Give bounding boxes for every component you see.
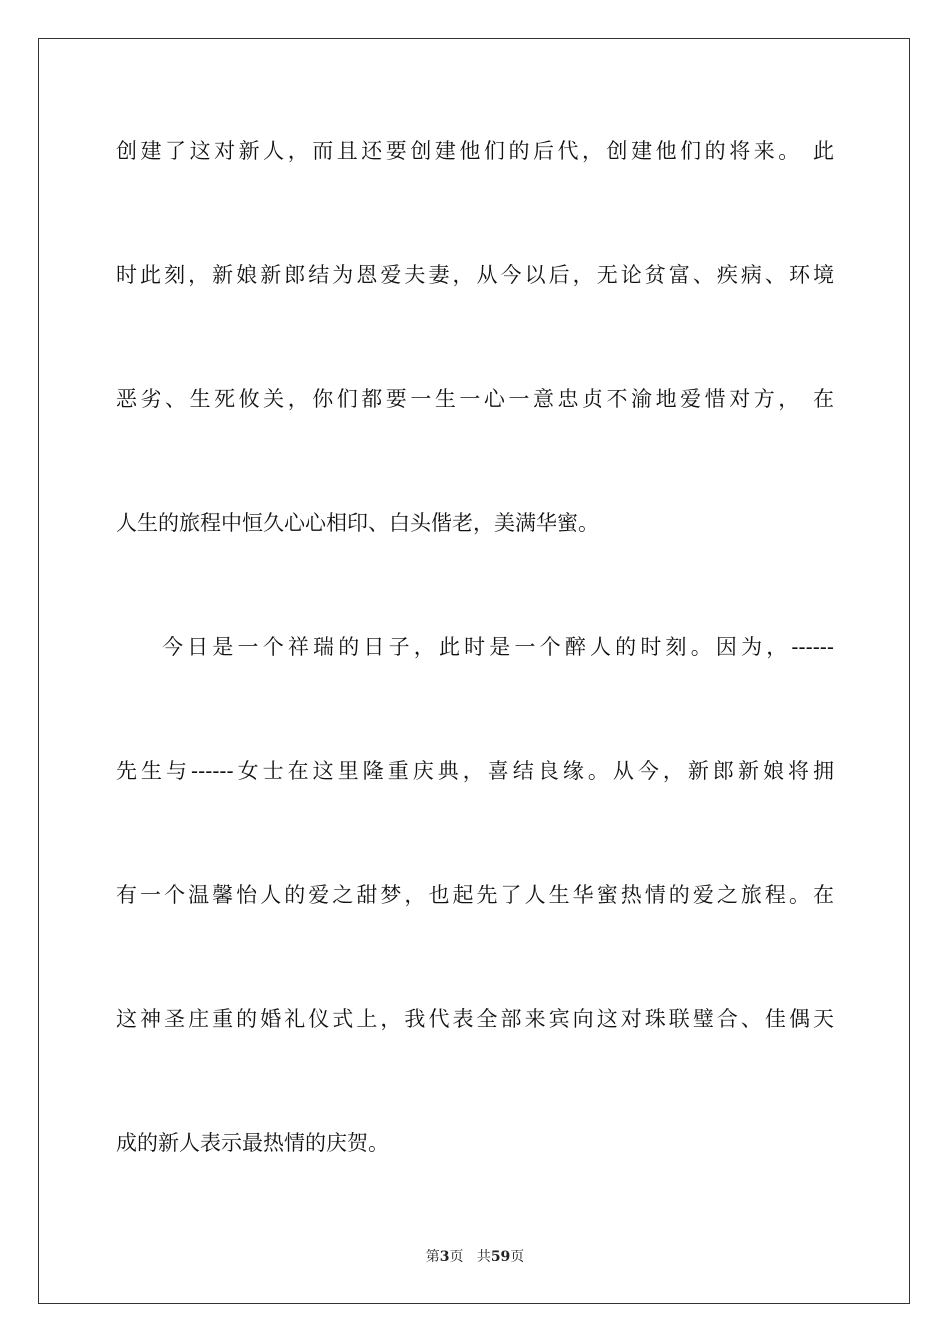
text-line-8: 这神圣庄重的婚礼仪式上，我代表全部来宾向这对珠联璧合、佳偶天 xyxy=(116,1007,834,1031)
page-frame xyxy=(38,38,910,1304)
text-line-7: 有一个温馨怡人的爱之甜梦，也起先了人生华蜜热情的爱之旅程。在 xyxy=(116,883,834,907)
text-line-9: 成的新人表示最热情的庆贺。 xyxy=(116,1131,389,1155)
total-suffix: 页 xyxy=(510,1249,525,1265)
text-line-5: 今日是一个祥瑞的日子，此时是一个醉人的时刻。因为，------ xyxy=(162,635,834,659)
total-pages: 59 xyxy=(490,1249,511,1265)
text-line-6: 先生与------女士在这里隆重庆典，喜结良缘。从今，新郎新娘将拥 xyxy=(116,759,834,783)
page-number: 3 xyxy=(439,1249,450,1265)
text-line-2: 时此刻，新娘新郎结为恩爱夫妻，从今以后，无论贫富、疾病、环境 xyxy=(116,263,834,287)
page-prefix: 第 xyxy=(425,1249,440,1265)
text-line-1: 创建了这对新人，而且还要创建他们的后代，创建他们的将来。 此 xyxy=(116,139,834,163)
text-line-3: 恶劣、生死攸关，你们都要一生一心一意忠贞不渝地爱惜对方， 在 xyxy=(116,387,834,411)
page-suffix: 页 xyxy=(449,1249,464,1265)
total-prefix: 共 xyxy=(476,1249,491,1265)
page-footer xyxy=(0,1248,950,1266)
text-line-4: 人生的旅程中恒久心心相印、白头偕老，美满华蜜。 xyxy=(116,511,599,535)
